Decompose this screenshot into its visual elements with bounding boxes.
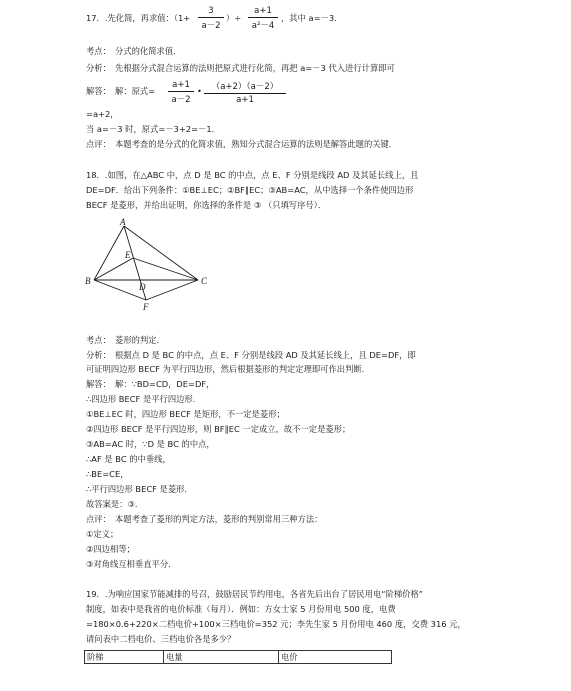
label-a: A — [120, 218, 126, 227]
label-d: D — [139, 282, 146, 292]
q17-line-eq: =a+2， — [86, 109, 119, 119]
q19-line3: =180×0.6+220×二档电价+100×三档电价=352 元；李先生家 5 月份用电 460 度，交费 316 元， — [86, 619, 466, 629]
q17-dianping: 点评： 本题考查的是分式的化简求值，熟知分式混合运算的法则是解答此题的关键． — [86, 139, 398, 149]
q18-method-1: ①定义； — [86, 529, 119, 539]
table-header-price: 电价 — [279, 651, 392, 664]
q17-tail: ，其中 a=－3． — [281, 13, 343, 23]
table-header-tier: 阶梯 — [85, 651, 164, 664]
q18-answer: 故答案是：③． — [86, 499, 144, 509]
q19-line2: 制度，如表中是我省的电价标准（每月）．例如：方女士家 5 月份用电 500 度，电费 — [86, 604, 396, 614]
rhombus-figure — [84, 218, 214, 313]
q17-frac1-den: a－2 — [201, 21, 221, 31]
price-table — [84, 650, 392, 664]
q17-frac2 — [248, 6, 278, 31]
label-e: E — [125, 250, 131, 260]
q18-kaodian: 考点： 菱形的判定． — [86, 335, 165, 345]
q17-head: 17．.先化简，再求值：（1+ — [86, 13, 191, 23]
q17-sol-frac2-den: a+1 — [236, 95, 254, 105]
q17-div: ）÷ — [226, 13, 242, 23]
q18-dianping: 点评： 本题考查了菱形的判定方法，菱形的判别常用三种方法： — [86, 514, 323, 524]
q17-sol-dot: • — [197, 86, 202, 96]
q19-line4: 请问表中二档电价、三档电价各是多少？ — [86, 634, 236, 644]
label-c: C — [201, 276, 208, 286]
segment-ec — [133, 258, 198, 280]
q17-line-when: 当 a=－3 时，原式=－3+2=－1． — [86, 124, 220, 134]
q19-line1: 19．.为响应国家节能减排的号召，鼓励居民节约用电，各省先后出台了居民用电“阶梯价格” — [86, 589, 424, 599]
table-header-amount: 电量 — [164, 651, 279, 664]
q18-jieda4: ②四边形 BECF 是平行四边形，则 BF∥EC 一定成立，故不一定是菱形； — [86, 424, 351, 434]
q17-jieda-head: 解答： 解：原式= — [86, 86, 156, 96]
q18-line3: BECF 是菱形，并给出证明，你选择的条件是 ③ （只填写序号）． — [86, 200, 327, 210]
q18-fenxi2: 可证明四边形 BECF 为平行四边形，然后根据菱形的判定定理即可作出判断． — [86, 364, 370, 374]
q17-kaodian: 考点： 分式的化简求值． — [86, 46, 182, 56]
q17-frac1 — [198, 6, 224, 31]
q17-sol-frac2 — [204, 80, 286, 105]
label-f: F — [143, 302, 149, 312]
q18-jieda1: 解答： 解：∵BD=CD，DE=DF， — [86, 379, 215, 389]
q17-sol-frac1-num: a+1 — [172, 80, 190, 90]
segment-fc — [146, 280, 198, 300]
q17-frac2-num: a+1 — [254, 6, 272, 16]
q18-jieda8: ∴平行四边形 BECF 是菱形． — [86, 484, 193, 494]
q18-line1: 18．.如图，在△ABC 中，点 D 是 BC 的中点，点 E、F 分别是线段 AD 及其延长线上，且 — [86, 170, 419, 180]
q17-sol-frac2-num: （a+2）（a－2） — [211, 82, 279, 92]
q18-line2: DE=DF．给出下列条件：①BE⊥EC；②BF∥EC；③AB=AC，从中选择一个条件使四边形 — [86, 185, 414, 195]
q18-jieda2: ∴四边形 BECF 是平行四边形． — [86, 394, 202, 404]
q18-jieda3: ①BE⊥EC 时，四边形 BECF 是矩形，不一定是菱形； — [86, 409, 285, 419]
q17-frac1-num: 3 — [208, 6, 214, 16]
q17-fenxi: 分析： 先根据分式混合运算的法则把原式进行化简，再把 a=－3 代入进行计算即可 — [86, 63, 395, 73]
q18-fenxi1: 分析： 根据点 D 是 BC 的中点，点 E、F 分别是线段 AD 及其延长线上，且 DE=DF，即 — [86, 350, 416, 360]
q17-sol-frac1 — [168, 80, 194, 105]
q18-jieda6: ∴AF 是 BC 的中垂线， — [86, 454, 171, 464]
table-row — [85, 651, 392, 664]
q18-method-3: ③对角线互相垂直平分． — [86, 559, 177, 569]
segment-ac — [124, 226, 198, 280]
q17-frac2-den: a²－4 — [251, 21, 275, 31]
q18-jieda7: ∴BE=CE， — [86, 469, 129, 479]
q18-method-2: ②四边相等； — [86, 544, 135, 554]
label-b: B — [85, 276, 91, 286]
q18-jieda5: ③AB=AC 时，∵D 是 BC 的中点， — [86, 439, 215, 449]
q17-sol-frac1-den: a－2 — [171, 95, 191, 105]
